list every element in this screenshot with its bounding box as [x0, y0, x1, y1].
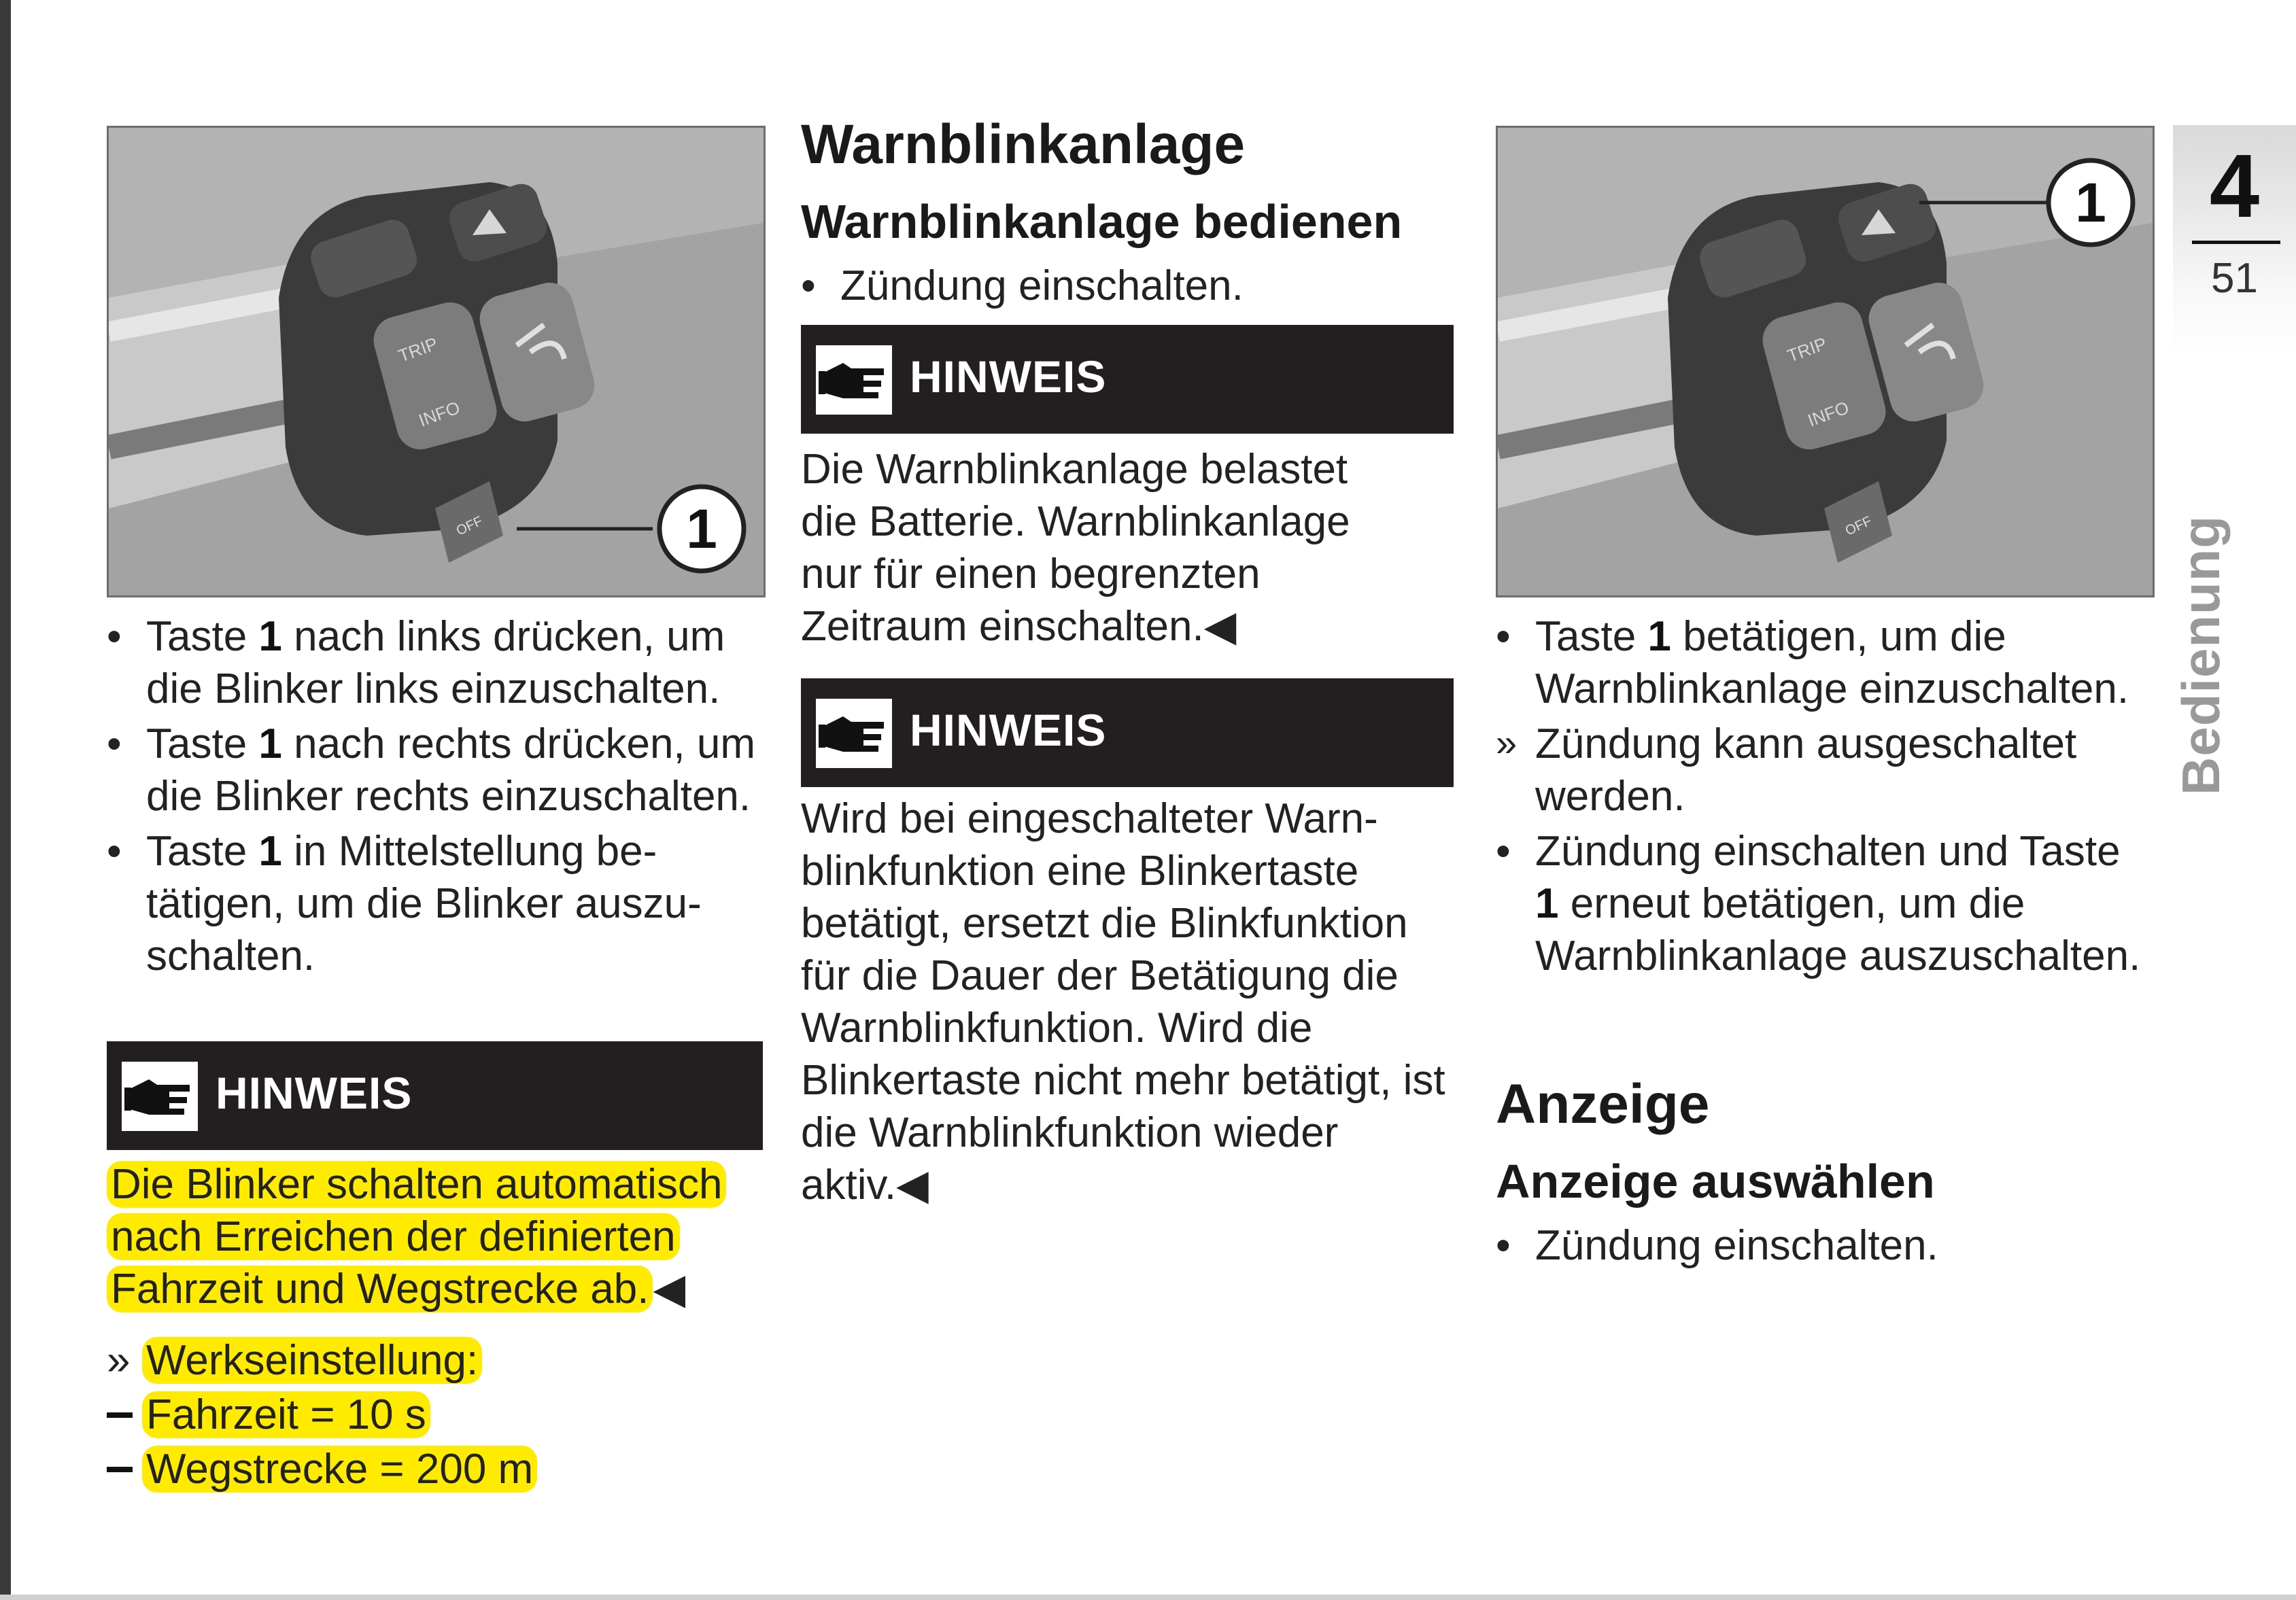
chapter-rule [2192, 241, 2280, 244]
chapter-number: 4 [2209, 136, 2260, 236]
callout-number: 1 [2075, 172, 2106, 234]
auto-off-notice-text [107, 1158, 763, 1315]
factory-settings-list [107, 1334, 763, 1497]
chapter-side-label: Bedienung [2171, 515, 2231, 795]
result-marker: » [107, 1337, 131, 1384]
turn-signal-switch-photo [107, 126, 766, 597]
trip-label: TRIP [395, 333, 441, 366]
list-item: • Zündung einschalten. [801, 260, 1454, 312]
battery-notice-text: Die Warnblinkanlage belastet die Batterie. Warnblinkanlage nur für einen begrenzten Zeitraum einschalten.◀ [801, 446, 1350, 650]
list-item: • Taste 1 betätigen, um die Warnblinkanlage einzuschalten. [1496, 610, 2155, 715]
highlight-line: nach Erreichen der definierten [107, 1213, 680, 1260]
off-label: OFF [453, 513, 485, 539]
viewer-bottom-edge [0, 1595, 2296, 1600]
list-item: • Taste 1 in Mittelstellung betätigen, um die Blinker auszuschalten. [107, 825, 763, 982]
notice-bar [801, 678, 1454, 787]
notice-bar [107, 1041, 763, 1150]
section-heading: Anzeige [1496, 1073, 1710, 1135]
list-item: • Taste 1 nach rechts drücken, um die Blinker rechts einzuschalten. [107, 718, 763, 822]
hazard-override-notice-text: Wird bei eingeschalteter Warnblinkfunktion eine Blinkertaste betätigt, ersetzt die Blinkfunktion für die Dauer der Betätigung die Warnblinkfunktion. Wird die Blinkertaste nicht mehr betätigt, ist die Warnblinkfunktion wieder aktiv.◀ [801, 795, 1445, 1208]
list-item: » Zündung kann ausgeschaltet werden. [1496, 718, 2155, 822]
list-item: • Zündung einschalten. [1496, 1219, 2155, 1272]
dash-marker [107, 1467, 133, 1472]
subsection-heading: Warnblinkanlage bedienen [801, 195, 1403, 248]
viewer-left-edge [0, 0, 11, 1600]
pointing-hand-icon [816, 699, 892, 768]
subsection-heading: Anzeige auswählen [1496, 1155, 1935, 1208]
chapter-tab [2173, 125, 2296, 356]
handlebar-switch-illustration [1498, 128, 2153, 595]
list-item: • Taste 1 nach links drücken, um die Blinker links einzuschalten. [107, 610, 763, 715]
section-heading: Warnblinkanlage [801, 114, 1246, 175]
notice-title: HINWEIS [910, 705, 1107, 755]
info-label: INFO [1804, 397, 1852, 431]
pointing-hand-icon [816, 345, 892, 415]
trip-label: TRIP [1784, 333, 1830, 366]
info-label: INFO [415, 397, 463, 431]
display-steps [1496, 1219, 2155, 1272]
highlight-line: Die Blinker schalten automatisch [107, 1161, 726, 1208]
page-number: 51 [2211, 255, 2258, 302]
hazard-steps [801, 260, 1454, 312]
hazard-button-steps [1496, 610, 2155, 982]
highlight-line: Fahrzeit und Wegstrecke ab. [107, 1266, 653, 1312]
notice-title: HINWEIS [216, 1068, 413, 1118]
notice-title: HINWEIS [910, 351, 1107, 402]
pointing-hand-icon [122, 1062, 198, 1131]
hazard-button-photo [1496, 126, 2155, 597]
end-mark: ◀ [653, 1266, 686, 1312]
list-item: • Zündung einschalten und Taste 1 erneut betätigen, um die Warnblinkanlage auszuschalten. [1496, 825, 2155, 982]
list-item: » Werkseinstellung: [107, 1334, 763, 1388]
list-item: Wegstrecke = 200 m [107, 1442, 763, 1497]
handlebar-switch-illustration [109, 128, 764, 595]
notice-bar [801, 325, 1454, 434]
list-item: Fahrzeit = 10 s [107, 1388, 763, 1442]
turn-signal-steps [107, 610, 763, 982]
off-label: OFF [1843, 513, 1874, 539]
dash-marker [107, 1412, 133, 1418]
callout-number: 1 [686, 498, 717, 560]
